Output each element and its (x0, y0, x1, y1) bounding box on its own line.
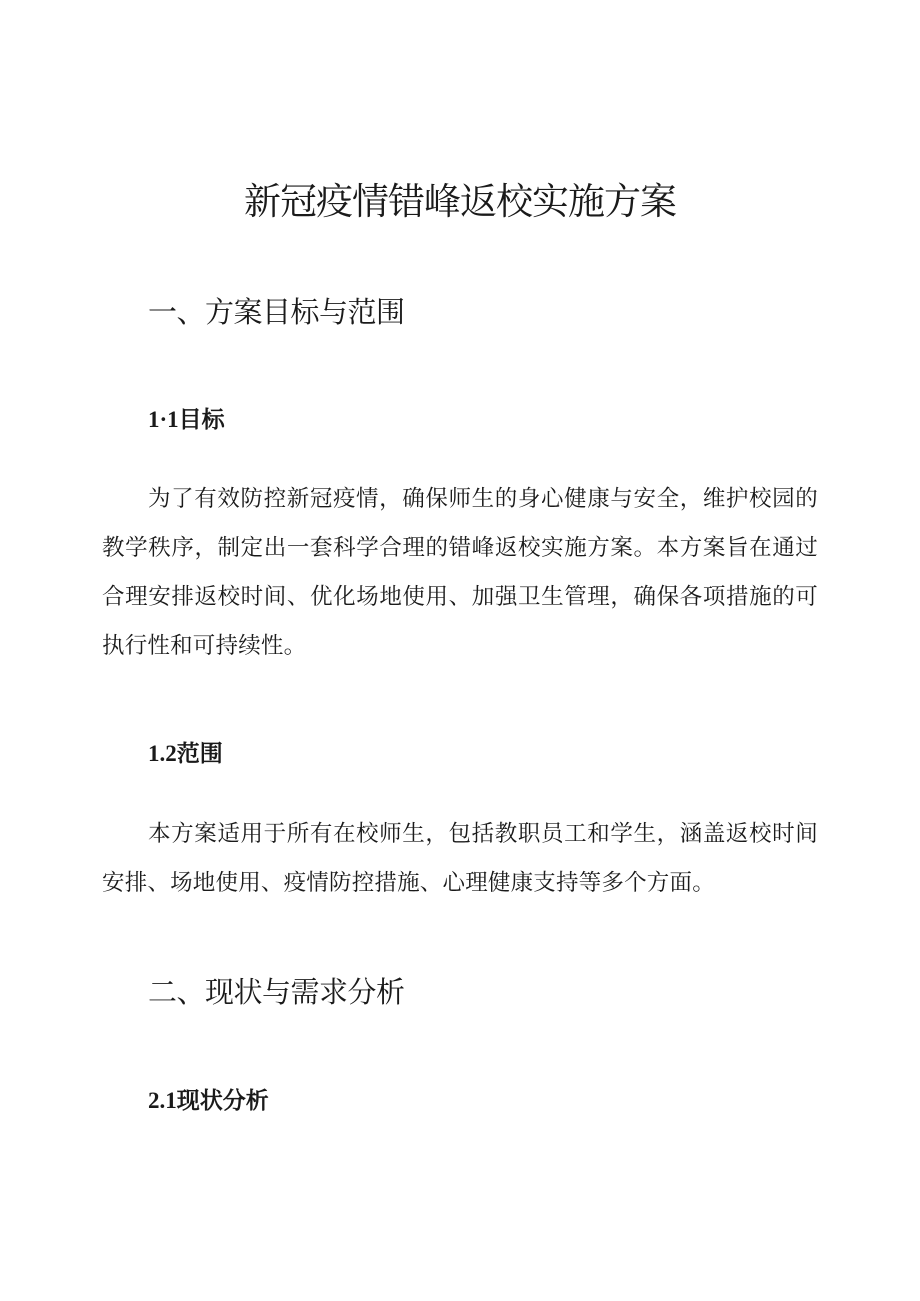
subsection-number: 2.1 (148, 1088, 177, 1113)
paragraph-goal: 为了有效防控新冠疫情，确保师生的身心健康与安全，维护校园的教学秩序，制定出一套科学合理的错峰返校实施方案。本方案旨在通过合理安排返校时间、优化场地使用、加强卫生管理，确保各项措施的可执行性和可持续性。 (102, 486, 818, 659)
subsection-number: 1·1 (148, 407, 179, 432)
document-title: 新冠疫情错峰返校实施方案 (244, 180, 676, 223)
subsection-heading-1-1 (148, 404, 225, 436)
section-heading-1: 一、方案目标与范围 (148, 295, 405, 329)
subsection-title: 现状分析 (176, 1087, 269, 1114)
subsection-heading-1-2 (148, 738, 223, 770)
paragraph-scope: 本方案适用于所有在校师生，包括教职员工和学生，涵盖返校时间安排、场地使用、疫情防控措施、心理健康支持等多个方面。 (102, 821, 818, 896)
section-heading-2: 二、现状与需求分析 (148, 975, 405, 1009)
subsection-number: 1.2 (148, 741, 177, 766)
subsection-title: 目标 (178, 406, 225, 433)
subsection-title: 范围 (176, 740, 223, 767)
subsection-heading-2-1 (148, 1085, 269, 1117)
